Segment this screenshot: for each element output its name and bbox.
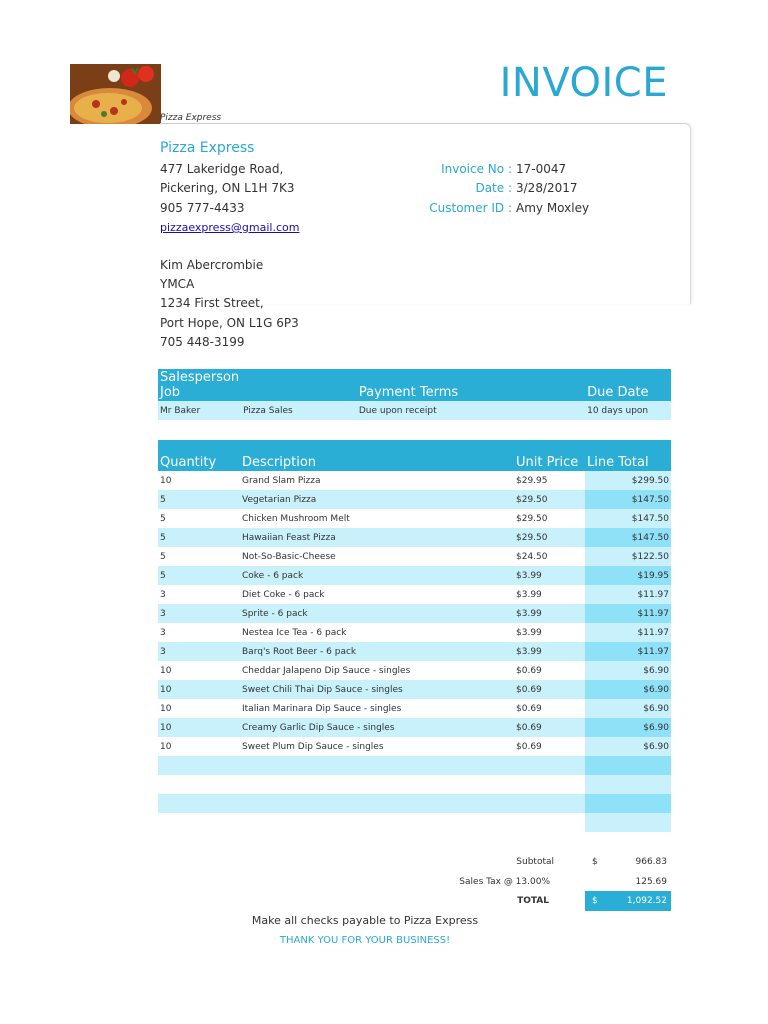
item-line-total: $6.90 (585, 699, 671, 718)
item-unit-price: $0.69 (514, 661, 585, 680)
item-quantity (158, 813, 240, 832)
subtotal-label: Subtotal (516, 857, 554, 867)
job-payment-terms-value: Due upon receipt (357, 401, 585, 420)
bill-to-address-line2: Port Hope, ON L1G 6P3 (160, 316, 299, 330)
item-quantity: 5 (158, 490, 240, 509)
item-unit-price (514, 813, 585, 832)
item-description (240, 813, 514, 832)
total-value: 1,092.52 (626, 896, 667, 906)
items-header-line-total: Line Total (585, 440, 671, 471)
item-unit-price: $3.99 (514, 623, 585, 642)
job-header-due-date: Due Date (585, 369, 671, 401)
item-description: Italian Marinara Dip Sauce - singles (240, 699, 514, 718)
date-value: 3/28/2017 (516, 181, 578, 195)
table-row (158, 585, 671, 604)
table-row (158, 623, 671, 642)
table-row (158, 490, 671, 509)
item-line-total: $122.50 (585, 547, 671, 566)
items-header-quantity: Quantity (158, 440, 240, 471)
item-quantity: 10 (158, 699, 240, 718)
item-description: Coke - 6 pack (240, 566, 514, 585)
table-row (158, 566, 671, 585)
item-line-total: $11.97 (585, 623, 671, 642)
item-unit-price: $0.69 (514, 718, 585, 737)
table-row (158, 547, 671, 566)
item-quantity: 10 (158, 661, 240, 680)
thank-you-note: THANK YOU FOR YOUR BUSINESS! (279, 935, 451, 946)
item-quantity: 3 (158, 642, 240, 661)
item-line-total: $299.50 (585, 471, 671, 490)
item-line-total: $6.90 (585, 718, 671, 737)
item-description (240, 775, 514, 794)
job-table (158, 369, 671, 420)
company-address-line1: 477 Lakeridge Road, (160, 162, 284, 176)
line-items-table (158, 440, 671, 832)
item-description: Creamy Garlic Dip Sauce - singles (240, 718, 514, 737)
item-unit-price: $29.50 (514, 528, 585, 547)
item-quantity: 5 (158, 509, 240, 528)
table-row (158, 737, 671, 756)
item-unit-price: $3.99 (514, 566, 585, 585)
table-row (158, 699, 671, 718)
total-currency: $ (592, 896, 598, 906)
items-body (158, 471, 671, 832)
company-phone: 905 777-4433 (160, 201, 245, 215)
sales-tax-value: 125.69 (635, 877, 667, 887)
item-quantity: 10 (158, 737, 240, 756)
item-unit-price (514, 775, 585, 794)
item-unit-price: $0.69 (514, 699, 585, 718)
item-description: Sweet Plum Dip Sauce - singles (240, 737, 514, 756)
item-line-total (585, 794, 671, 813)
table-row (158, 471, 671, 490)
table-row (158, 604, 671, 623)
pizza-logo-image (70, 64, 161, 124)
item-line-total: $147.50 (585, 490, 671, 509)
item-unit-price (514, 794, 585, 813)
item-description: Diet Coke - 6 pack (240, 585, 514, 604)
item-line-total (585, 775, 671, 794)
item-description: Sweet Chili Thai Dip Sauce - singles (240, 680, 514, 699)
item-description: Sprite - 6 pack (240, 604, 514, 623)
item-line-total: $6.90 (585, 737, 671, 756)
items-header-row (158, 440, 671, 471)
item-quantity: 10 (158, 471, 240, 490)
company-name: Pizza Express (160, 140, 255, 156)
table-row (158, 642, 671, 661)
item-line-total: $19.95 (585, 566, 671, 585)
bill-to-address-line1: 1234 First Street, (160, 296, 264, 310)
item-line-total: $11.97 (585, 604, 671, 623)
subtotal-value: 966.83 (635, 857, 667, 867)
item-description: Nestea Ice Tea - 6 pack (240, 623, 514, 642)
table-row-empty (158, 775, 671, 794)
item-unit-price: $24.50 (514, 547, 585, 566)
sales-tax-label: Sales Tax @ 13.00% (459, 877, 550, 887)
subtotal-currency: $ (592, 857, 598, 867)
table-row-empty (158, 756, 671, 775)
item-description: Hawaiian Feast Pizza (240, 528, 514, 547)
table-row-empty (158, 794, 671, 813)
item-quantity: 10 (158, 680, 240, 699)
items-header-unit-price: Unit Price (514, 440, 585, 471)
job-due-date-value: 10 days upon (585, 401, 671, 420)
item-unit-price: $3.99 (514, 604, 585, 623)
item-quantity (158, 756, 240, 775)
item-quantity: 5 (158, 566, 240, 585)
item-description (240, 794, 514, 813)
table-row (158, 661, 671, 680)
date-label: Date : (475, 181, 512, 195)
item-unit-price: $0.69 (514, 737, 585, 756)
job-job-value: Pizza Sales (241, 401, 357, 420)
item-line-total: $6.90 (585, 661, 671, 680)
table-row (158, 680, 671, 699)
item-line-total (585, 756, 671, 775)
item-quantity: 5 (158, 547, 240, 566)
item-unit-price: $3.99 (514, 585, 585, 604)
item-line-total: $6.90 (585, 680, 671, 699)
item-quantity: 10 (158, 718, 240, 737)
invoice-no-label: Invoice No : (441, 162, 512, 176)
item-quantity: 3 (158, 604, 240, 623)
bill-to-name: Kim Abercrombie (160, 258, 264, 272)
customer-id-label: Customer ID : (429, 201, 512, 215)
item-line-total: $11.97 (585, 642, 671, 661)
item-description: Chicken Mushroom Melt (240, 509, 514, 528)
job-header-payment-terms: Payment Terms (357, 369, 585, 401)
bill-to-org: YMCA (160, 277, 195, 291)
item-unit-price: $29.95 (514, 471, 585, 490)
logo-caption: Pizza Express (160, 113, 222, 123)
item-unit-price: $29.50 (514, 490, 585, 509)
table-row (158, 718, 671, 737)
payable-note: Make all checks payable to Pizza Express (251, 914, 479, 927)
item-unit-price (514, 756, 585, 775)
item-quantity: 3 (158, 585, 240, 604)
item-description: Not-So-Basic-Cheese (240, 547, 514, 566)
item-unit-price: $29.50 (514, 509, 585, 528)
customer-id-value: Amy Moxley (516, 201, 590, 215)
item-quantity: 5 (158, 528, 240, 547)
item-line-total: $11.97 (585, 585, 671, 604)
invoice-no-value: 17-0047 (516, 162, 567, 176)
company-address-line2: Pickering, ON L1H 7K3 (160, 181, 295, 195)
job-header-spacer (241, 369, 357, 401)
job-salesperson-value: Mr Baker (158, 401, 241, 420)
job-values-row (158, 401, 671, 420)
invoice-title: INVOICE (499, 60, 668, 106)
item-description (240, 756, 514, 775)
bill-to-phone: 705 448-3199 (160, 335, 245, 349)
table-row (158, 509, 671, 528)
item-description: Cheddar Jalapeno Dip Sauce - singles (240, 661, 514, 680)
table-row (158, 528, 671, 547)
table-row-empty (158, 813, 671, 832)
item-description: Grand Slam Pizza (240, 471, 514, 490)
company-email-link[interactable]: pizzaexpress@gmail.com (160, 221, 300, 234)
job-header-salesperson: Salesperson Job (160, 370, 240, 400)
item-quantity (158, 775, 240, 794)
item-quantity: 3 (158, 623, 240, 642)
item-line-total (585, 813, 671, 832)
item-quantity (158, 794, 240, 813)
item-description: Vegetarian Pizza (240, 490, 514, 509)
item-line-total: $147.50 (585, 528, 671, 547)
total-label: TOTAL (517, 896, 549, 906)
job-header-row (158, 369, 671, 401)
items-header-description: Description (240, 440, 514, 471)
item-unit-price: $0.69 (514, 680, 585, 699)
item-unit-price: $3.99 (514, 642, 585, 661)
item-description: Barq's Root Beer - 6 pack (240, 642, 514, 661)
item-line-total: $147.50 (585, 509, 671, 528)
